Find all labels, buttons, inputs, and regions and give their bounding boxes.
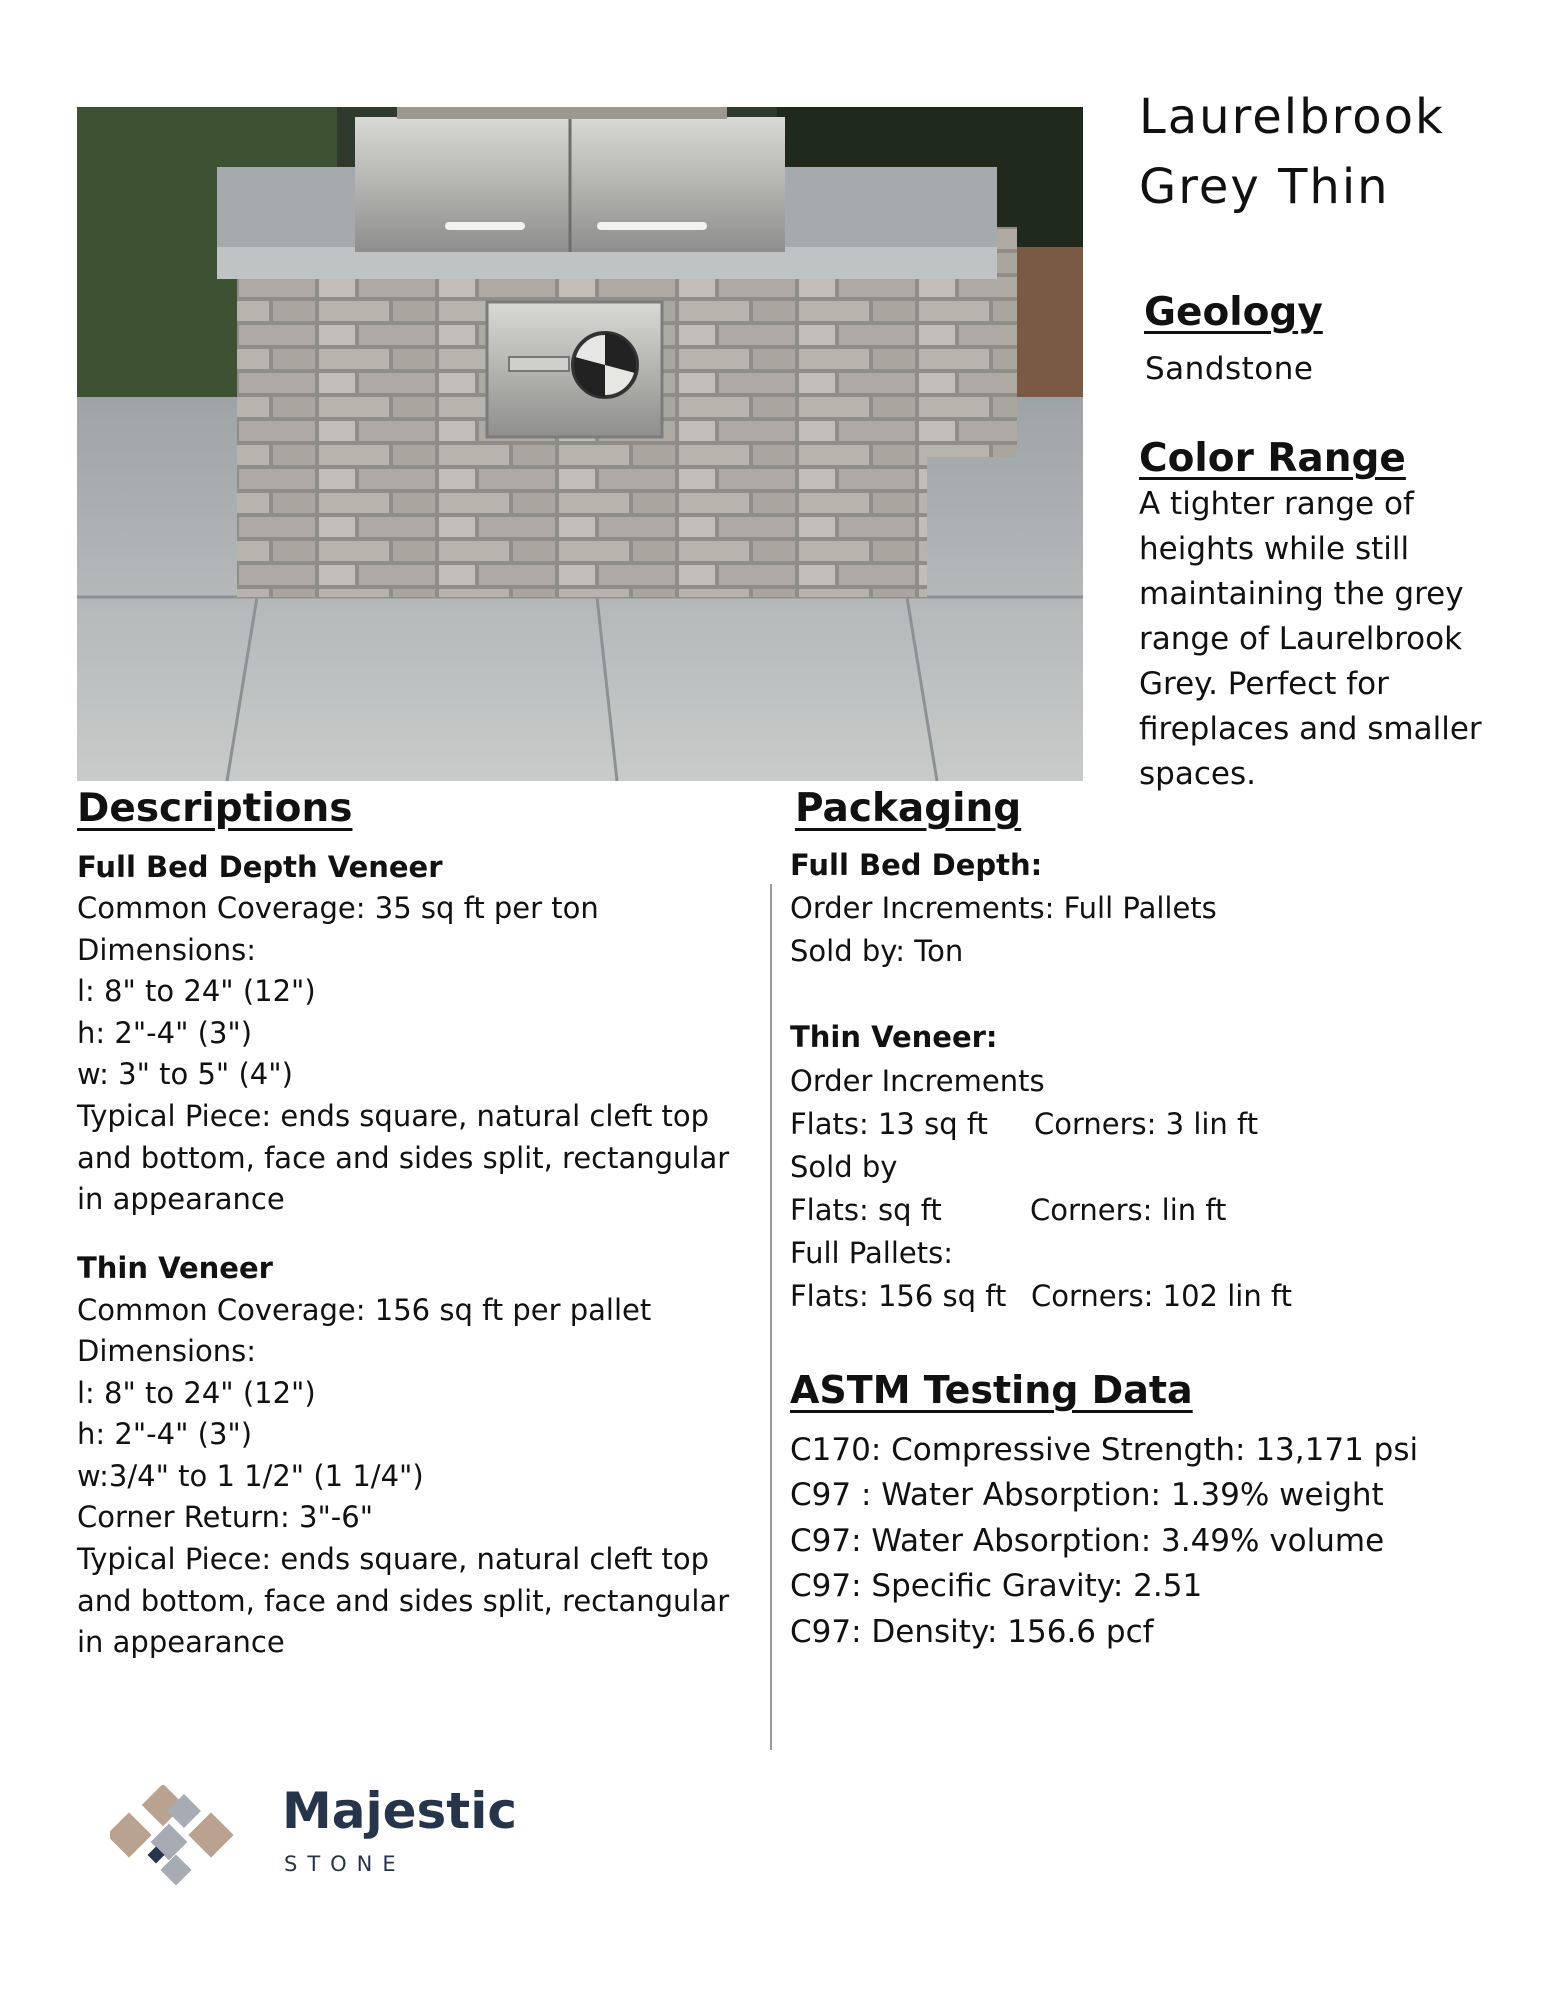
packaging-heading: Packaging	[795, 786, 1022, 831]
packaging-inc-corners: Corners: 3 lin ft	[1034, 1107, 1259, 1141]
packaging-thin-title: Thin Veneer:	[790, 1020, 998, 1054]
thin-veneer-title: Thin Veneer	[77, 1251, 273, 1285]
full-bed-dimensions-label: Dimensions:	[77, 933, 257, 967]
thin-height: h: 2"-4" (3")	[77, 1417, 253, 1451]
astm-item: C97 : Water Absorption: 1.39% weight	[790, 1477, 1384, 1513]
full-bed-length: l: 8" to 24" (12")	[77, 974, 316, 1008]
packaging-pallet-flats: Flats: 156 sq ft	[790, 1279, 1007, 1313]
packaging-full-bed-sold-by: Sold by: Ton	[790, 934, 964, 968]
thin-length: l: 8" to 24" (12")	[77, 1376, 316, 1410]
astm-item: C97: Specific Gravity: 2.51	[790, 1568, 1203, 1604]
full-bed-typical-piece: Typical Piece: ends square, natural cleft top and bottom, face and sides split, rectangular in appearance	[77, 1099, 730, 1216]
logo-subtitle: STONE	[284, 1852, 406, 1876]
packaging-full-bed-title: Full Bed Depth:	[790, 848, 1043, 882]
thin-width: w:3/4" to 1 1/2" (1 1/4")	[77, 1459, 424, 1493]
thin-typical-piece: Typical Piece: ends square, natural cleft top and bottom, face and sides split, rectangular in appearance	[77, 1542, 730, 1659]
descriptions-heading: Descriptions	[77, 786, 353, 831]
packaging-full-pallets-label: Full Pallets:	[790, 1236, 953, 1270]
full-bed-width: w: 3" to 5" (4")	[77, 1057, 293, 1091]
packaging-inc-flats: Flats: 13 sq ft	[790, 1107, 988, 1141]
astm-item: C97: Density: 156.6 pcf	[790, 1614, 1154, 1650]
geology-value: Sandstone	[1145, 351, 1314, 387]
thin-corner-return: Corner Return: 3"-6"	[77, 1500, 374, 1534]
packaging-sold-corners: Corners: lin ft	[1030, 1193, 1227, 1227]
full-bed-coverage: Common Coverage: 35 sq ft per ton	[77, 891, 599, 925]
geology-heading: Geology	[1144, 290, 1323, 335]
full-bed-veneer-title: Full Bed Depth Veneer	[77, 850, 443, 884]
majestic-stone-logo-mark	[110, 1785, 255, 1885]
color-range-description: A tighter range of heights while still maintaining the grey range of Laurelbrook Grey. Perfect for fireplaces and smaller spaces.	[1139, 486, 1482, 792]
astm-item: C170: Compressive Strength: 13,171 psi	[790, 1432, 1419, 1468]
packaging-pallet-corners: Corners: 102 lin ft	[1031, 1279, 1292, 1313]
astm-heading: ASTM Testing Data	[790, 1368, 1193, 1412]
packaging-full-bed-increments: Order Increments: Full Pallets	[790, 891, 1217, 925]
full-bed-height: h: 2"-4" (3")	[77, 1016, 253, 1050]
astm-item: C97: Water Absorption: 3.49% volume	[790, 1523, 1385, 1559]
product-title-line-1: Laurelbrook	[1139, 89, 1445, 145]
packaging-thin-increments-label: Order Increments	[790, 1064, 1045, 1098]
product-photo-illustration	[77, 107, 1083, 781]
packaging-sold-by-label: Sold by	[790, 1150, 898, 1184]
column-divider	[770, 884, 772, 1750]
packaging-sold-flats: Flats: sq ft	[790, 1193, 942, 1227]
product-photo	[77, 107, 1083, 781]
color-range-heading: Color Range	[1139, 436, 1406, 481]
thin-dimensions-label: Dimensions:	[77, 1334, 257, 1368]
thin-coverage: Common Coverage: 156 sq ft per pallet	[77, 1293, 652, 1327]
logo-wordmark: Majestic	[282, 1782, 517, 1840]
product-title-line-2: Grey Thin	[1139, 159, 1390, 215]
diamond-tiles-icon	[110, 1785, 255, 1885]
